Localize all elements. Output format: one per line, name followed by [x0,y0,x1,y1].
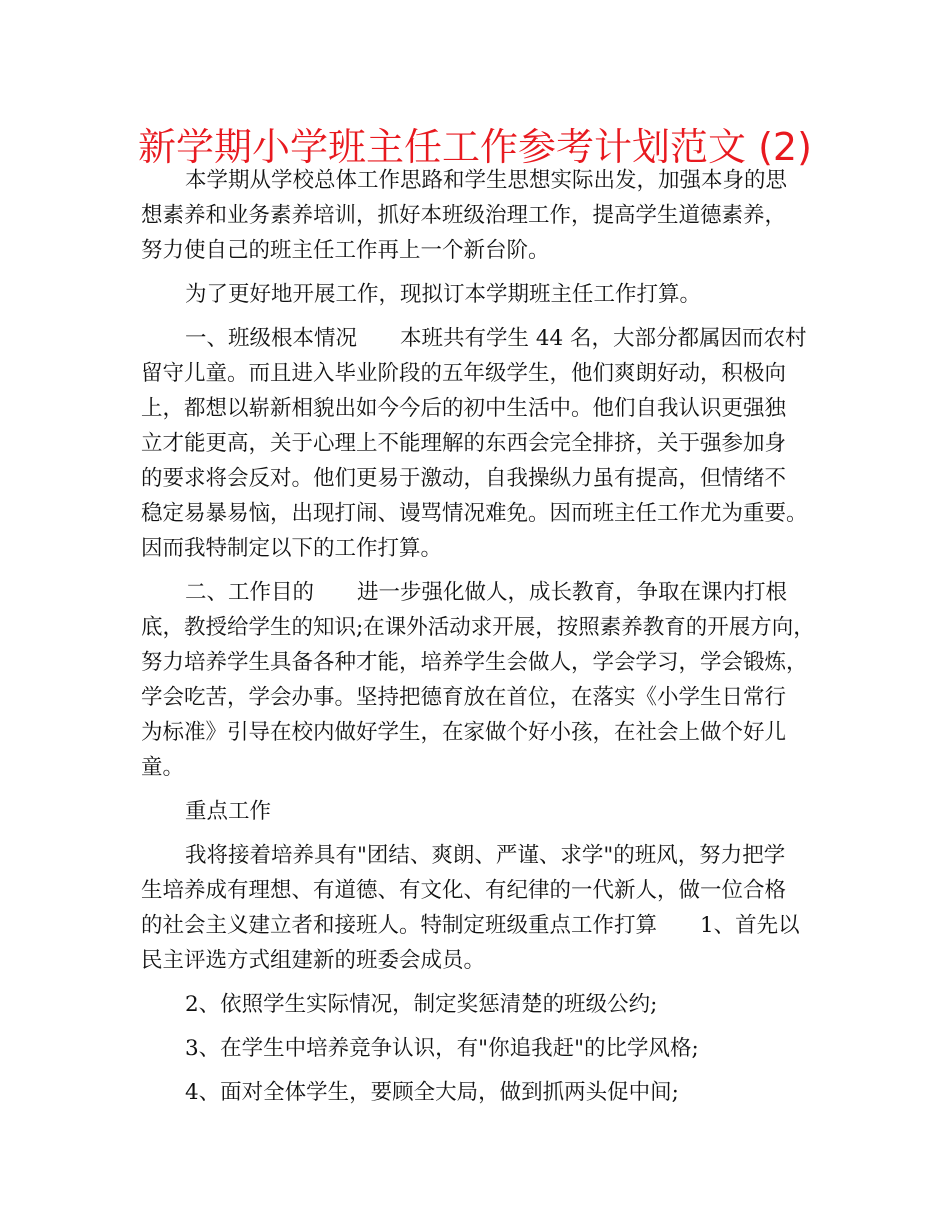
paragraph-line: 为了更好地开展工作，现拟订本学期班主任工作打算。 [185,282,702,307]
paragraph-line: 努力使自己的班主任工作再上一个新台阶。 [141,238,550,263]
paragraph-line: 的要求将会反对。他们更易于激动，自我操纵力虽有提高，但情绪不 [141,466,787,491]
document-title: 新学期小学班主任工作参考计划范文 (2) [138,125,812,169]
paragraph-line: 底，教授给学生的知识;在课外活动求开展，按照素养教育的开展方向， [141,615,815,640]
paragraph-line: 立才能更高，关于心理上不能理解的东西会完全排挤，关于强参加身 [141,431,787,456]
paragraph-line: 想素养和业务素养培训，抓好本班级治理工作，提高学生道德素养， [141,203,787,228]
paragraph-line: 的社会主义建立者和接班人。特制定班级重点工作打算 1、首先以 [141,913,800,938]
paragraph-line: 本学期从学校总体工作思路和学生思想实际出发，加强本身的思 [185,168,788,193]
paragraph-line: 稳定易暴易恼，出现打闹、谩骂情况难免。因而班主任工作尤为重要。 [141,501,808,526]
paragraph-line: 一、班级根本情况 本班共有学生 44 名，大部分都属因而农村 [185,326,807,351]
paragraph-line: 民主评选方式组建新的班委会成员。 [141,948,486,973]
section-heading: 重点工作 [185,799,272,824]
paragraph-line: 二、工作目的 进一步强化做人，成长教育，争取在课内打根 [185,580,788,605]
document-body [141,163,831,1110]
paragraph-line: 努力培养学生具备各种才能，培养学生会做人，学会学习，学会锻炼， [141,650,808,675]
paragraph-line: 上，都想以崭新相貌出如今今后的初中生活中。他们自我认识更强独 [141,396,787,421]
list-item: 2、依照学生实际情况，制定奖惩清楚的班级公约; [185,992,658,1017]
paragraph-line: 留守儿童。而且进入毕业阶段的五年级学生，他们爽朗好动，积极向 [141,361,787,386]
paragraph-line: 学会吃苦，学会办事。坚持把德育放在首位，在落实《小学生日常行 [141,685,787,710]
list-item: 4、面对全体学生，要顾全大局，做到抓两头促中间; [185,1080,679,1105]
paragraph-line: 为标准》引导在校内做好学生，在家做个好小孩，在社会上做个好儿 [141,720,787,745]
paragraph-line: 我将接着培养具有"团结、爽朗、严谨、求学"的班风，努力把学 [185,843,786,868]
paragraph-line: 生培养成有理想、有道德、有文化、有纪律的一代新人，做一位合格 [141,878,787,903]
paragraph-line: 童。 [141,755,185,780]
paragraph-line: 因而我特制定以下的工作打算。 [141,536,443,561]
list-item: 3、在学生中培养竞争认识，有"你追我赶"的比学风格; [185,1036,699,1061]
